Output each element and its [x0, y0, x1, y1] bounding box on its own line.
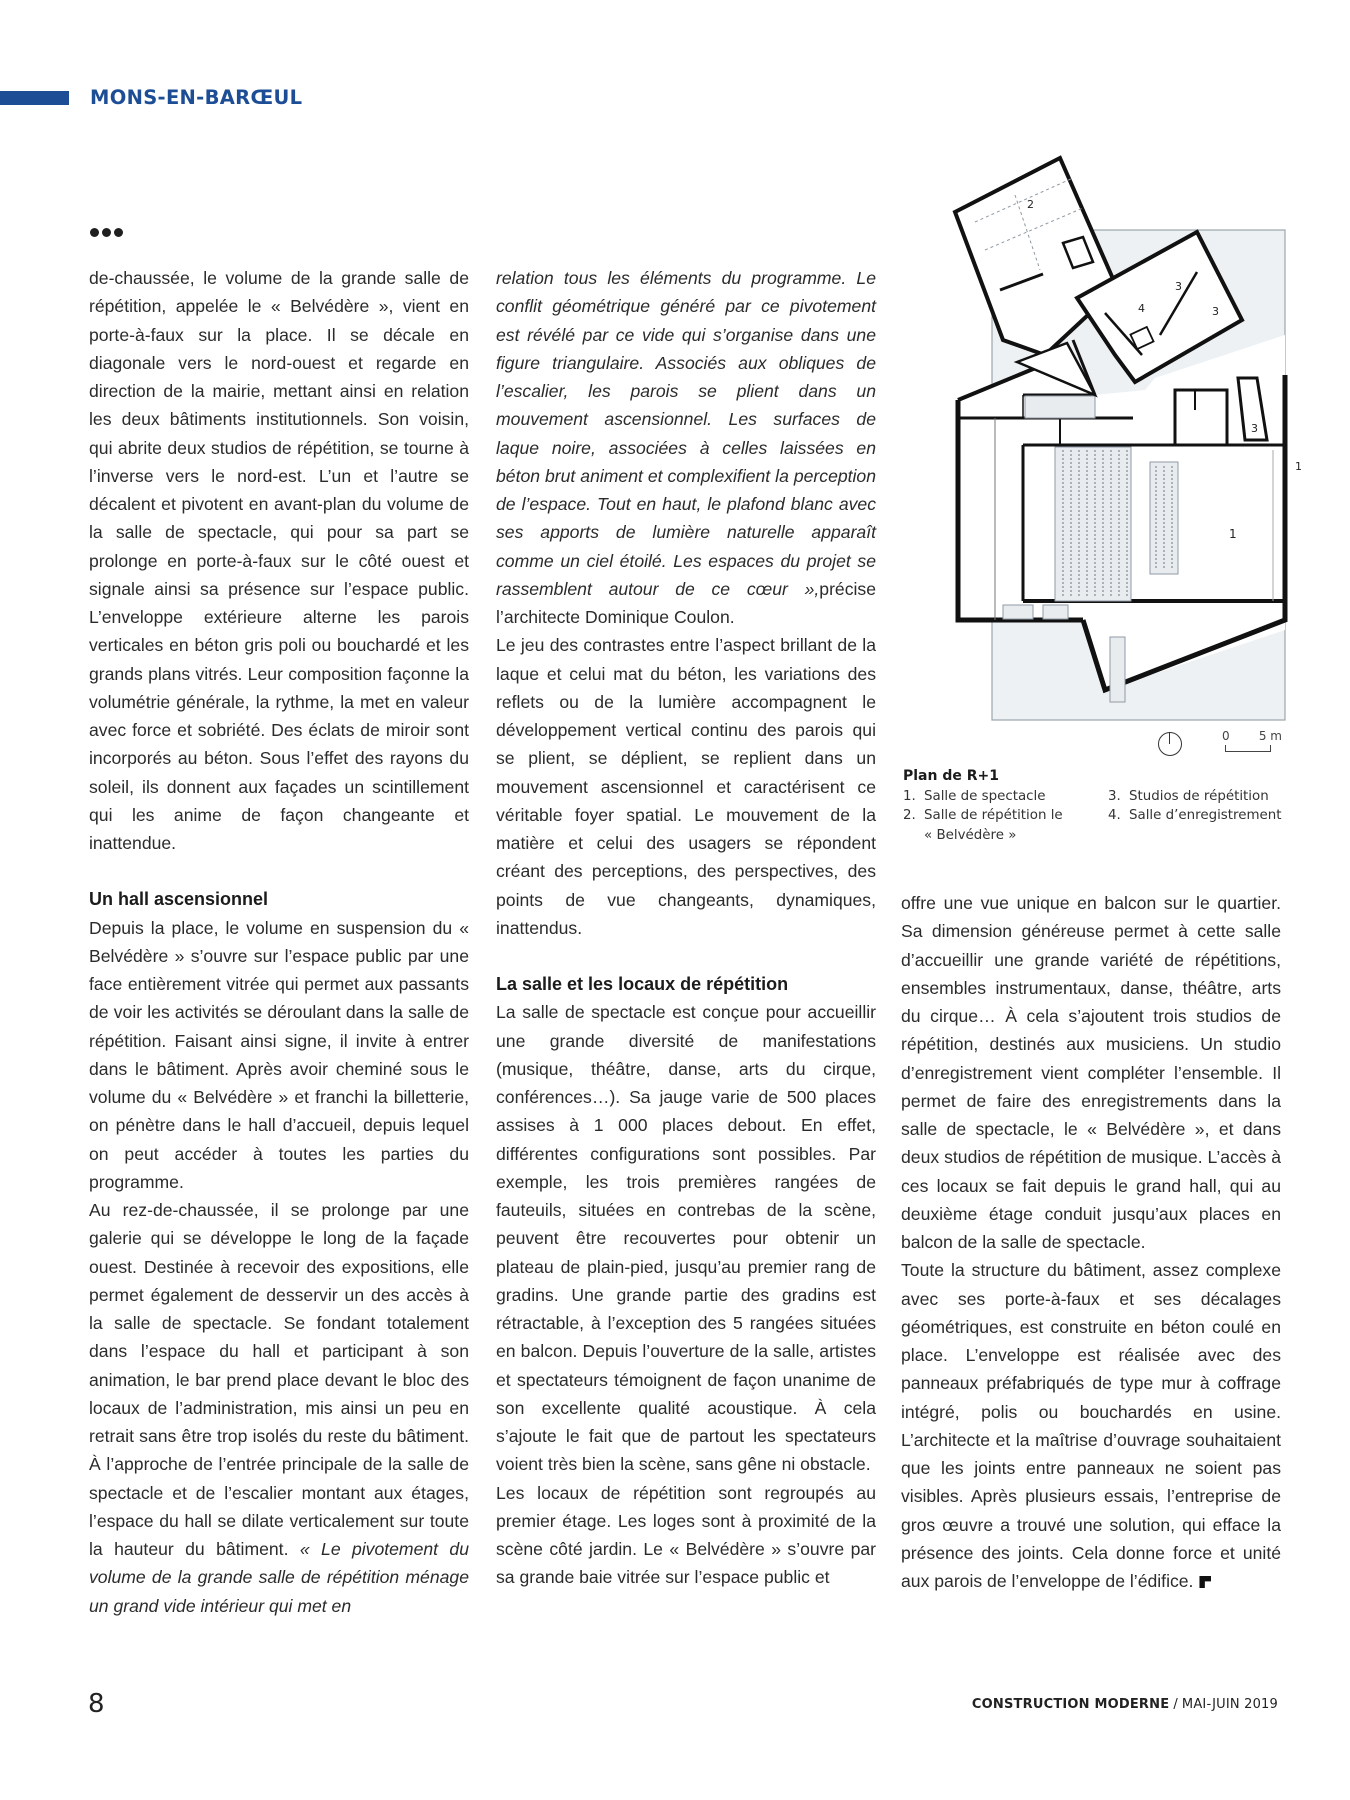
legend-item: 1. Salle de spectacle — [903, 788, 1046, 804]
continuation-dots-icon — [90, 228, 123, 237]
room-label-1: 1 — [1229, 527, 1237, 541]
legend-item: 2. Salle de répétition le « Belvédère » — [903, 808, 1063, 843]
legend-item: 3. Studios de répétition — [1108, 788, 1269, 804]
paragraph: relation tous les éléments du programme. Le conflit géométrique généré par ce pivotement est révélé par ce vide qui s’organise dans une figure triangulaire. Associés aux obliques de l’escalier, les parois se plient dans un mouvement ascensionnel. Les surfaces de laque noire, associées à celles laissées en béton brut animent et complexifient la perception de l’espace. Tout en haut, le plafond blanc avec ses apports de lumière naturelle apparaît comme un ciel étoilé. Les espaces du projet se rassemblent autour de ce cœur »,précise l’architecte Dominique Coulon. — [496, 268, 876, 627]
north-arrow-icon — [1158, 732, 1182, 756]
subheading-salle: La salle et les locaux de répétition — [496, 974, 789, 994]
room-label: 1 — [1295, 460, 1302, 473]
article-column-2 — [496, 264, 876, 1592]
paragraph: Les locaux de répétition sont regroupés au premier étage. Les loges sont à proximité de la scène côté jardin. Le « Belvédère » s’ouvre par sa grande baie vitrée sur l’espace public et — [496, 1482, 876, 1588]
subheading-hall: Un hall ascensionnel — [89, 889, 269, 910]
paragraph: Toute la structure du bâtiment, assez complexe avec ses porte-à-faux et ses décalages géométriques, est construite en béton coulé en place. L’enveloppe est réalisée avec des panneaux préfabriqués de type mur à coffrage intégré, polis ou bouchardés en usine. L’architecte et la maîtrise d’ouvrage souhaitaient que les joints entre panneaux ne soient pas visibles. Après plusieurs essais, l’entreprise de gros œuvre a trouvé une solution, qui efface la présence des joints. Cela donne force et unité aux parois de l’enveloppe de l’édifice. — [901, 1260, 1281, 1591]
paragraph: Depuis la place, le volume en suspension du « Belvédère » s’ouvre sur l’espace public par une face entièrement vitrée qui permet aux passants de voir les activités se déroulant dans la salle de répétition. Faisant ainsi signe, il invite à entrer dans le bâtiment. Après avoir cheminé sous le volume du « Belvédère » et franchi la billetterie, on pénètre dans le hall d’accueil, depuis lequel on peut accéder à toutes les parties du programme. — [89, 917, 469, 1192]
paragraph: La salle de spectacle est conçue pour accueillir une grande diversité de manifestations (musique, théâtre, danse, arts du cirque, conférences…). Sa jauge varie de 500 places assises à 1 000 places debout. En effet, différentes configurations sont possibles. Par exemple, les trois premières rangées de fauteuils, situées en contrebas de la scène, peuvent être recouvertes pour obtenir un plateau de plain-pied, jusqu’au premier rang de gradins. Une grande partie des gradins est rétractable, à l’exception des 5 rangées situées en balcon. Depuis l’ouverture de la salle, artistes et spectateurs témoignent de façon unanime de son excellente qualité acoustique. À cela s’ajoute le fait que de partout les spectateurs voient très bien la scène, sans gêne ni obstacle. — [496, 1002, 876, 1475]
legend-item: 4. Salle d’enregistrement — [1108, 808, 1282, 823]
architect-quote: relation tous les éléments du programme. Le conflit géométrique généré par ce pivotement est révélé par ce vide qui s’organise dans une figure triangulaire. Associés aux obliques de l’escalier, les parois se plient dans un mouvement ascensionnel. Les surfaces de laque noire, associées à celles laissées en béton brut animent et complexifient la perception de l’espace. Tout en haut, le plafond blanc avec ses apports de lumière naturelle apparaît comme un ciel étoilé. Les espaces du projet se rassemblent autour de ce cœur », — [496, 268, 876, 599]
floor-plan-figure — [955, 150, 1302, 725]
room-label: 3 — [1175, 280, 1182, 293]
article-column-3 — [901, 889, 1281, 1595]
legend — [903, 787, 1303, 846]
figure-caption — [903, 767, 1303, 845]
paragraph: Le jeu des contrastes entre l’aspect brillant de la laque et celui mat du béton, les variations des reflets ou de la lumière accompagnent le développement vertical continu des parois qui se plient, se déplient, se replient dans un mouvement ascensionnel et caractérisent ce véritable foyer spatial. Le mouvement de la matière et celui des usagers se répondent créant des perceptions, des perspectives, des points de vue changeants, dynamiques, inattendus. — [496, 635, 876, 938]
room-label: 4 — [1138, 302, 1145, 315]
paragraph: offre une vue unique en balcon sur le quartier. Sa dimension généreuse permet à cette salle d’accueillir une grande variété de répétitions, ensembles instrumentaux, danse, théâtre, arts du cirque… À cela s’ajoutent trois studios de répétition, destinés aux musiciens. Un studio d’enregistrement vient compléter l’ensemble. Il permet de faire des enregistrements dans la salle de spectacle, le « Belvédère », et dans deux studios de répétition de musique. L’accès à ces locaux se fait depuis le grand hall, qui au deuxième étage conduit jusqu’aux places en balcon de la salle de spectacle. — [901, 893, 1281, 1252]
footer-publication: CONSTRUCTION MODERNE / MAI-JUIN 2019 — [971, 1697, 1278, 1712]
caption-title: Plan de R+1 — [903, 768, 999, 784]
scale-bar: 0 5 m — [1222, 729, 1302, 752]
room-label: 3 — [1212, 305, 1219, 318]
room-label: 3 — [1251, 422, 1258, 435]
paragraph: Au rez-de-chaussée, il se prolonge par une galerie qui se développe le long de la façade ouest. Destinée à recevoir des expositions, elle permet également de desservir un des accès à la salle de spectacle. Se fondant totalement dans l’espace du hall et participant à son animation, le bar prend place devant le bloc des locaux de l’administration, mis ainsi un peu en retrait sans être trop isolés du reste du bâtiment. À l’approche de l’entrée principale de la salle de spectacle et de l’escalier montant aux étages, l’espace du hall se dilate verticalement sur toute la hauteur du bâtiment. « Le pivotement du volume de la grande salle de répétition ménage un grand vide intérieur qui met en — [89, 1200, 470, 1616]
section-title: MONS-EN-BARŒUL — [90, 86, 303, 109]
room-label: 2 — [1027, 198, 1034, 211]
page-number: 8 — [88, 1689, 105, 1719]
section-accent-bar — [0, 91, 69, 105]
paragraph: de-chaussée, le volume de la grande salle de répétition, appelée le « Belvédère », vient en porte-à-faux sur la place. Il se décale en diagonale vers le nord-ouest et regarde en direction de la mairie, mettant ainsi en relation les deux bâtiments institutionnels. Son voisin, qui abrite deux studios de répétition, se tourne à l’inverse vers le nord-est. L’un et l’autre se décalent et pivotent en avant-plan du volume de la salle de spectacle, qui pour sa part se prolonge en porte-à-faux sur le côté ouest et signale ainsi sa présence sur l’espace public. L’enveloppe extérieure alterne les parois verticales en béton gris poli ou bouchardé et les grands plans vitrés. Leur composition façonne la volumétrie générale, la rythme, la met en valeur avec force et sobriété. Des éclats de miroir sont incorporés au béton. Sous l’effet des rayons du soleil, ils donnent aux façades un scintillement qui les anime de façon changeante et inattendue. — [89, 268, 469, 853]
architect-quote: « Le pivotement du volume de la grande salle de répétition ménage un grand vide intérieur qui met en — [89, 1539, 470, 1616]
article-column-1 — [89, 264, 469, 1620]
end-of-article-icon — [1199, 1576, 1211, 1588]
